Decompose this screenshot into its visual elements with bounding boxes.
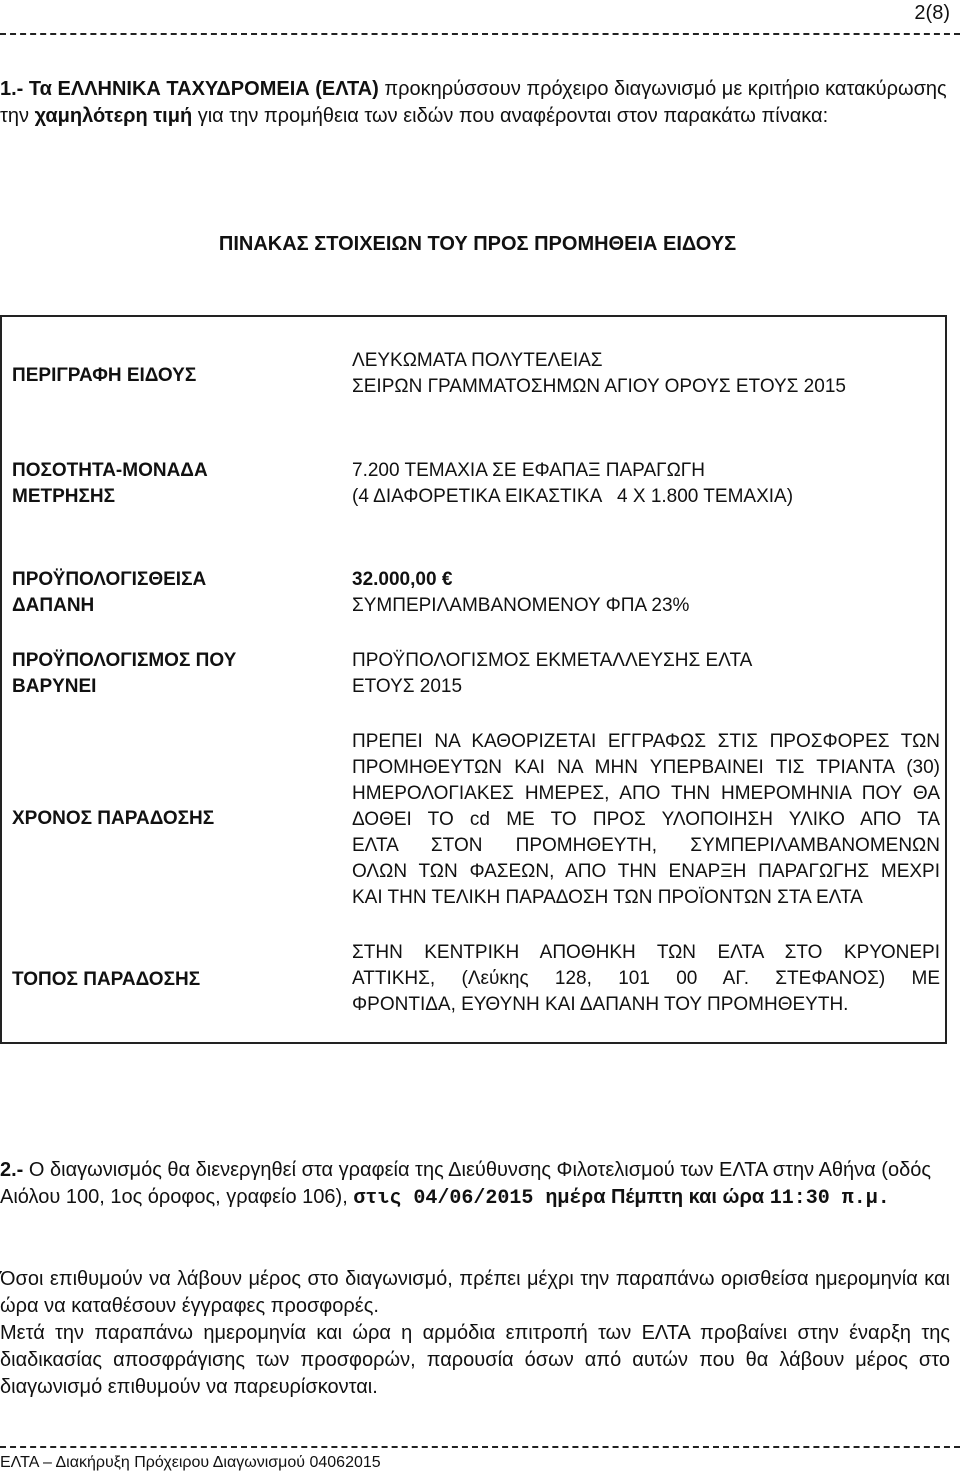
section-3 xyxy=(0,1266,950,1401)
delivery-time-line: ΗΜΕΡΟΛΟΓΙΑΚΕΣ ΗΜΕΡΕΣ, ΑΠΟ ΤΗΝ ΗΜΕΡΟΜΗΝΙΑ ΠΟΥ ΘΑ xyxy=(352,783,940,804)
budget-line-1: ΠΡΟΫΠΟΛΟΓΙΣΜΟΣ ΕΚΜΕΤΑΛΛΕΥΣΗΣ ΕΛΤΑ xyxy=(352,650,753,671)
cost-amount: 32.000,00 xyxy=(352,569,437,590)
intro-text-1: προκηρύσσουν πρόχειρο διαγωνισμό με κριτήριο κατακύρωσης την xyxy=(0,78,947,127)
delivery-place-line: ΦΡΟΝΤΙΔΑ, ΕΥΘΥΝΗ ΚΑΙ ΔΑΠΑΝΗ ΤΟΥ ΠΡΟΜΗΘΕΥΤΗ. xyxy=(352,994,849,1015)
section-2-text: Ο διαγωνισμός θα διενεργηθεί στα γραφεία της Διεύθυνσης Φιλοτελισμού των ΕΛΤΑ στην Αθήνα (οδός Αιόλου 100, 1ος όροφος, γραφείο 106), xyxy=(0,1159,931,1208)
delivery-time-line: ΠΡΕΠΕΙ ΝΑ ΚΑΘΟΡΙΖΕΤΑΙ ΕΓΓΡΑΦΩΣ ΣΤΙΣ ΠΡΟΣΦΟΡΕΣ ΤΩΝ xyxy=(352,731,940,752)
cost-label xyxy=(12,567,312,619)
delivery-time-line: ΕΛΤΑ ΣΤΟΝ ΠΡΟΜΗΘΕΥΤΗ, ΣΥΜΠΕΡΙΛΑΜΒΑΝΟΜΕΝΩΝ xyxy=(352,835,940,856)
section-3-paragraph-1: Όσοι επιθυμούν να λάβουν μέρος στο διαγωνισμό, πρέπει μέχρι την παραπάνω ορισθείσα ημερομηνία και ώρα να καταθέσουν έγγραφες προσφορές. xyxy=(0,1268,950,1317)
budget-label xyxy=(12,648,312,700)
quantity-line-1: 7.200 ΤΕΜΑΧΙΑ ΣΕ ΕΦΑΠΑΞ ΠΑΡΑΓΩΓΗ xyxy=(352,460,705,481)
section-2-date: στις 04/06/2015 ημέρα xyxy=(353,1187,606,1210)
intro-paragraph xyxy=(0,76,955,130)
budget-line-2: ΕΤΟΥΣ 2015 xyxy=(352,676,463,697)
top-divider xyxy=(0,33,960,35)
delivery-time-value xyxy=(352,729,940,911)
award-criterion: χαμηλότερη τιμή xyxy=(34,105,193,127)
cost-label-line-1: ΠΡΟΫΠΟΛΟΓΙΣΘΕΙΣΑ xyxy=(12,569,207,590)
quantity-line-2: (4 ΔΙΑΦΟΡΕΤΙΚΑ ΕΙΚΑΣΤΙΚΑ 4 Χ 1.800 ΤΕΜΑΧΙΑ) xyxy=(352,486,794,507)
description-line-2: ΣΕΙΡΩΝ ΓΡΑΜΜΑΤΟΣΗΜΩΝ ΑΓΙΟΥ ΟΡΟΥΣ ΕΤΟΥΣ 2015 xyxy=(352,376,846,397)
delivery-time-line: ΔΟΘΕΙ ΤΟ cd ΜΕ ΤΟ ΠΡΟΣ ΥΛΟΠΟΙΗΣΗ ΥΛΙΚΟ ΑΠΟ ΤΑ xyxy=(352,809,940,830)
euro-symbol: € xyxy=(441,569,453,590)
section-2-day: Πέμπτη και ώρα xyxy=(610,1186,765,1208)
bottom-divider xyxy=(0,1446,960,1448)
delivery-time-line: ΠΡΟΜΗΘΕΥΤΩΝ ΚΑΙ ΝΑ ΜΗΝ ΥΠΕΡΒΑΙΝΕΙ ΤΙΣ ΤΡΙΑΝΤΑ (30) xyxy=(352,757,940,778)
organization-name: Τα ΕΛΛΗΝΙΚΑ ΤΑΧΥΔΡΟΜΕΙΑ (ΕΛΤΑ) xyxy=(28,78,379,100)
delivery-place-value xyxy=(352,940,940,1018)
footer-code: 04062015 xyxy=(309,1454,381,1471)
footer-title: ΕΛΤΑ – Διακήρυξη Πρόχειρου Διαγωνισμού xyxy=(0,1454,306,1471)
delivery-place-line: ΑΤΤΙΚΗΣ, (Λεύκης 128, 101 00 ΑΓ. ΣΤΕΦΑΝΟΣ) ΜΕ xyxy=(352,968,940,989)
intro-number: 1.- xyxy=(0,78,24,100)
delivery-time-line: ΟΛΩΝ ΤΩΝ ΦΑΣΕΩΝ, ΑΠΟ ΤΗΝ ΕΝΑΡΞΗ ΠΑΡΑΓΩΓΗΣ ΜΕΧΡΙ xyxy=(352,861,940,882)
description-line-1: ΛΕΥΚΩΜΑΤΑ ΠΟΛΥΤΕΛΕΙΑΣ xyxy=(352,350,603,371)
spec-table xyxy=(0,315,947,1044)
footer xyxy=(0,1454,381,1472)
budget-label-line-1: ΠΡΟΫΠΟΛΟΓΙΣΜΟΣ ΠΟΥ xyxy=(12,650,237,671)
quantity-label xyxy=(12,458,312,510)
section-3-paragraph-2: Μετά την παραπάνω ημερομηνία και ώρα η αρμόδια επιτροπή των ΕΛΤΑ προβαίνει στην έναρξη της διαδικασίας αποσφράγισης των προσφορών, παρουσία όσων από αυτών που θα λάβουν μέρος στο διαγωνισμό επιθυμούν να παρευρίσκονται. xyxy=(0,1322,950,1398)
budget-value xyxy=(352,648,940,700)
quantity-label-line-2: ΜΕΤΡΗΣΗΣ xyxy=(12,486,116,507)
quantity-value xyxy=(352,458,940,510)
intro-text-2: για την προμήθεια των ειδών που αναφέρονται στον παρακάτω πίνακα: xyxy=(197,105,829,127)
page-number: 2(8) xyxy=(914,2,950,24)
budget-label-line-2: ΒΑΡΥΝΕΙ xyxy=(12,676,97,697)
delivery-place-line: ΣΤΗΝ ΚΕΝΤΡΙΚΗ ΑΠΟΘΗΚΗ ΤΩΝ ΕΛΤΑ ΣΤΟ ΚΡΥΟΝΕΡΙ xyxy=(352,942,940,963)
cost-label-line-2: ΔΑΠΑΝΗ xyxy=(12,595,95,616)
description-label: ΠΕΡΙΓΡΑΦΗ ΕΙΔΟΥΣ xyxy=(12,365,197,386)
table-title: ΠΙΝΑΚΑΣ ΣΤΟΙΧΕΙΩΝ ΤΟΥ ΠΡΟΣ ΠΡΟΜΗΘΕΙΑ ΕΙΔΟΥΣ xyxy=(218,233,737,255)
section-2-time: 11:30 π.μ. xyxy=(769,1187,890,1210)
section-2-number: 2.- xyxy=(0,1159,24,1181)
delivery-place-label: ΤΟΠΟΣ ΠΑΡΑΔΟΣΗΣ xyxy=(12,969,201,990)
cost-value xyxy=(352,567,940,619)
section-2-paragraph xyxy=(0,1157,950,1212)
cost-vat: ΣΥΜΠΕΡΙΛΑΜΒΑΝΟΜΕΝΟΥ ΦΠΑ 23% xyxy=(352,595,690,616)
delivery-time-line: ΚΑΙ ΤΗΝ ΤΕΛΙΚΗ ΠΑΡΑΔΟΣΗ ΤΩΝ ΠΡΟΪΟΝΤΩΝ ΣΤΑ ΕΛΤΑ xyxy=(352,887,863,908)
description-value xyxy=(352,348,940,400)
quantity-label-line-1: ΠΟΣΟΤΗΤΑ-ΜΟΝΑΔΑ xyxy=(12,460,208,481)
delivery-time-label: ΧΡΟΝΟΣ ΠΑΡΑΔΟΣΗΣ xyxy=(12,808,215,829)
